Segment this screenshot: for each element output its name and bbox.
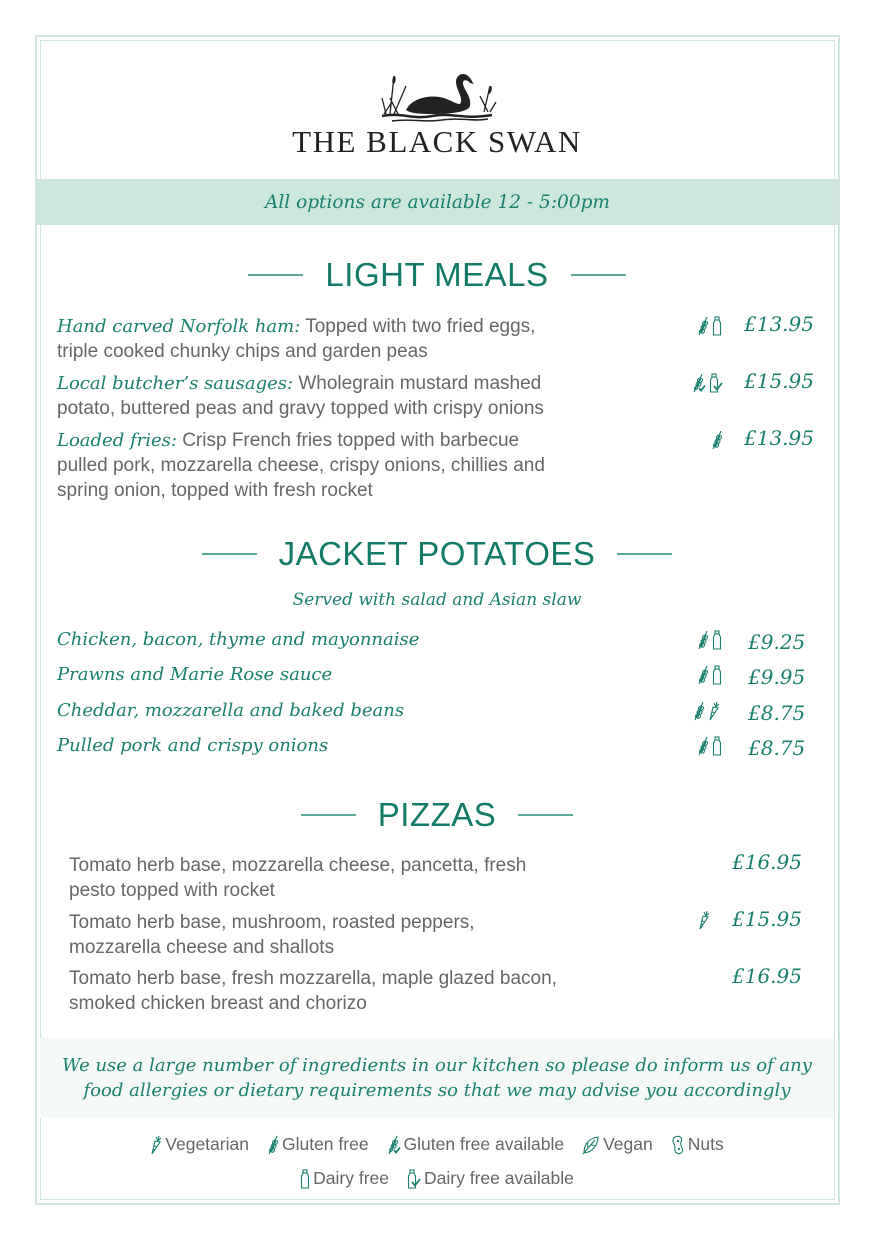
legend-dairy-free bbox=[300, 1168, 389, 1189]
item-price: £8.75 bbox=[748, 701, 806, 725]
legend-label: Vegan bbox=[603, 1134, 653, 1154]
menu-item-sausages bbox=[57, 371, 677, 421]
vegetarian-icon bbox=[150, 1135, 162, 1155]
legend-label: Vegetarian bbox=[165, 1134, 249, 1154]
heading-rule bbox=[202, 553, 257, 555]
dietary-legend-row-2 bbox=[0, 1168, 874, 1189]
legend-gluten-free bbox=[267, 1134, 369, 1155]
legend-vegetarian bbox=[150, 1134, 249, 1155]
nuts-icon bbox=[671, 1135, 685, 1155]
brand-name: THE BLACK SWAN bbox=[292, 124, 582, 159]
allergy-notice-line: We use a large number of ingredients in our kitchen so please do inform us of any bbox=[62, 1055, 812, 1076]
item-dietary-icons bbox=[697, 736, 722, 756]
menu-item-pizza bbox=[69, 910, 689, 960]
light-meals-title: LIGHT MEALS bbox=[325, 256, 549, 293]
item-price: £16.95 bbox=[732, 850, 802, 874]
item-description: Topped with two fried eggs, bbox=[300, 316, 536, 337]
menu-item-pizza bbox=[69, 966, 689, 1016]
dairy-free-icon bbox=[712, 665, 722, 685]
dairy-free-icon bbox=[300, 1169, 310, 1189]
item-price: £15.95 bbox=[744, 369, 814, 393]
legend-nuts bbox=[671, 1134, 724, 1155]
legend-label: Dairy free available bbox=[424, 1168, 574, 1188]
legend-dairy-free-available bbox=[407, 1168, 574, 1189]
gluten-free-icon bbox=[693, 701, 705, 721]
dairy-free-icon bbox=[712, 316, 722, 336]
jacket-potatoes-heading bbox=[0, 535, 874, 573]
item-description: pesto topped with rocket bbox=[69, 880, 275, 901]
dairy-free-icon bbox=[712, 630, 722, 650]
item-description: potato, buttered peas and gravy topped with crispy onions bbox=[57, 398, 544, 419]
item-description: smoked chicken breast and chorizo bbox=[69, 993, 367, 1014]
pizzas-heading bbox=[0, 796, 874, 834]
item-name: Hand carved Norfolk ham: bbox=[57, 316, 301, 337]
jacket-potatoes-subtitle: Served with salad and Asian slaw bbox=[292, 590, 582, 610]
availability-banner bbox=[37, 179, 838, 225]
item-price: £9.95 bbox=[748, 665, 806, 689]
jacket-potatoes-title: JACKET POTATOES bbox=[278, 535, 596, 572]
item-dietary-icons bbox=[693, 701, 720, 721]
item-description: spring onion, topped with fresh rocket bbox=[57, 480, 373, 501]
heading-rule bbox=[248, 274, 303, 276]
dairy-free-available-icon bbox=[709, 373, 723, 393]
item-price: £13.95 bbox=[744, 426, 814, 450]
gluten-free-icon bbox=[267, 1135, 279, 1155]
legend-label: Dairy free bbox=[313, 1168, 390, 1188]
dairy-free-icon bbox=[712, 736, 722, 756]
item-description: mozzarella cheese and shallots bbox=[69, 937, 335, 958]
gluten-free-icon bbox=[697, 665, 709, 685]
item-price: £15.95 bbox=[732, 907, 802, 931]
black-swan-logo-icon bbox=[0, 68, 874, 124]
heading-rule bbox=[301, 814, 356, 816]
gluten-free-available-icon bbox=[387, 1135, 401, 1155]
item-description: triple cooked chunky chips and garden peas bbox=[57, 341, 428, 362]
gluten-free-icon bbox=[697, 630, 709, 650]
legend-label: Gluten free available bbox=[403, 1134, 565, 1154]
menu-item-norfolk-ham bbox=[57, 314, 677, 364]
availability-text: All options are available 12 - 5:00pm bbox=[265, 191, 610, 213]
menu-item-name: Cheddar, mozzarella and baked beans bbox=[57, 700, 405, 721]
item-price: £13.95 bbox=[744, 312, 814, 336]
menu-item-name: Pulled pork and crispy onions bbox=[57, 735, 329, 756]
gluten-free-available-icon bbox=[692, 373, 706, 393]
item-description: pulled pork, mozzarella cheese, crispy onions, chillies and bbox=[57, 455, 545, 476]
legend-label: Nuts bbox=[687, 1134, 724, 1154]
menu-item-pizza bbox=[69, 853, 689, 903]
allergy-notice-line: food allergies or dietary requirements so that we may advise you accordingly bbox=[83, 1080, 791, 1101]
legend-vegan bbox=[582, 1134, 653, 1155]
item-description: Crisp French fries topped with barbecue bbox=[176, 430, 520, 451]
item-name: Local butcher’s sausages: bbox=[57, 373, 294, 394]
gluten-free-icon bbox=[697, 316, 709, 336]
item-description: Tomato herb base, mozzarella cheese, pancetta, fresh bbox=[69, 855, 527, 876]
heading-rule bbox=[571, 274, 626, 276]
pizzas-title: PIZZAS bbox=[377, 796, 497, 833]
gluten-free-icon bbox=[697, 736, 709, 756]
allergy-notice bbox=[40, 1038, 834, 1118]
vegetarian-icon bbox=[708, 701, 720, 721]
gluten-free-icon bbox=[711, 430, 723, 450]
item-description: Tomato herb base, fresh mozzarella, maple glazed bacon, bbox=[69, 968, 557, 989]
vegan-icon bbox=[582, 1135, 600, 1155]
legend-gluten-free-available bbox=[387, 1134, 565, 1155]
item-price: £9.25 bbox=[748, 630, 806, 654]
menu-item-name: Chicken, bacon, thyme and mayonnaise bbox=[57, 629, 420, 650]
item-dietary-icons bbox=[697, 630, 722, 650]
item-dietary-icons bbox=[697, 316, 722, 336]
item-price: £8.75 bbox=[748, 736, 806, 760]
item-dietary-icons bbox=[698, 910, 710, 930]
vegetarian-icon bbox=[698, 910, 710, 930]
item-description: Tomato herb base, mushroom, roasted peppers, bbox=[69, 912, 475, 933]
legend-label: Gluten free bbox=[281, 1134, 369, 1154]
menu-item-loaded-fries bbox=[57, 428, 677, 503]
menu-item-name: Prawns and Marie Rose sauce bbox=[57, 664, 333, 685]
item-dietary-icons bbox=[697, 665, 722, 685]
dairy-free-available-icon bbox=[407, 1169, 421, 1189]
item-dietary-icons bbox=[692, 373, 723, 393]
item-name: Loaded fries: bbox=[57, 430, 177, 451]
item-price: £16.95 bbox=[732, 964, 802, 988]
light-meals-heading bbox=[0, 256, 874, 294]
dietary-legend-row-1 bbox=[0, 1134, 874, 1155]
item-dietary-icons bbox=[711, 430, 723, 450]
item-description: Wholegrain mustard mashed bbox=[293, 373, 542, 394]
heading-rule bbox=[617, 553, 672, 555]
heading-rule bbox=[518, 814, 573, 816]
